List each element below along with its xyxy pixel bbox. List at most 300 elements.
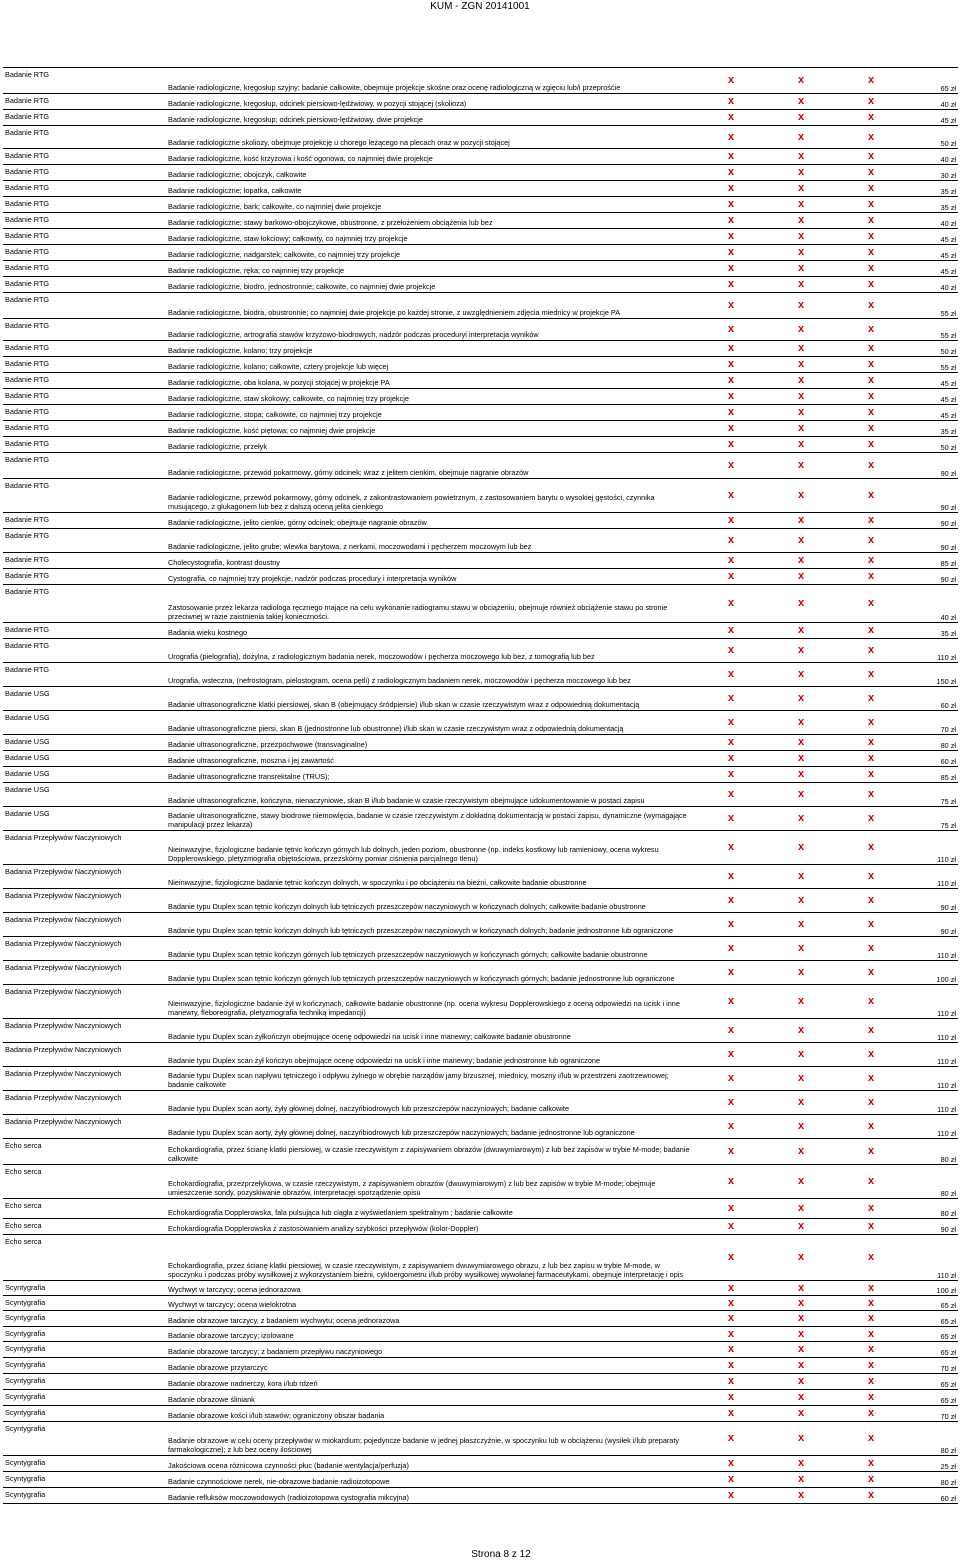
mark-cell	[766, 831, 836, 865]
mark-cell	[696, 277, 766, 293]
mark-cell	[766, 735, 836, 751]
x-mark: x	[867, 736, 875, 749]
x-mark: x	[867, 299, 875, 312]
x-mark: x	[797, 736, 805, 749]
x-mark: x	[867, 1343, 875, 1356]
table-row	[3, 389, 958, 405]
row-category: Badanie RTG	[3, 261, 166, 277]
mark-cell	[696, 1281, 766, 1296]
row-description: Badanie ultrasonograficzne, przezpochwowe (transvaginalne)	[166, 735, 696, 751]
row-category: Scyntygrafia	[3, 1281, 166, 1296]
x-mark: x	[797, 812, 805, 825]
x-mark: x	[797, 1375, 805, 1388]
row-description: Badanie radiologiczne, przewód pokarmowy, górny odcinek; wraz z jelitem cienkim, obejmuje nagranie obrazów	[166, 453, 696, 479]
x-mark: x	[797, 299, 805, 312]
row-price: 75 zł	[906, 807, 958, 831]
row-price: 35 zł	[906, 421, 958, 437]
row-category: Scyntygrafia	[3, 1327, 166, 1342]
row-description: Badanie radiologiczne, kręgosłup szyjny; badanie całkowite, obejmuje projekcje skośne oraz ocenę radiologiczną w zgięciu lub/i przeprośćie	[166, 68, 696, 94]
x-mark: x	[727, 624, 735, 637]
row-price: 110 zł	[906, 865, 958, 889]
mark-cell	[766, 711, 836, 735]
mark-cell	[836, 437, 906, 453]
row-category: Scyntygrafia	[3, 1311, 166, 1327]
mark-cell	[696, 569, 766, 585]
mark-cell	[836, 389, 906, 405]
table-row	[3, 213, 958, 229]
table-row	[3, 1067, 958, 1091]
mark-cell	[836, 479, 906, 513]
row-description: Badanie typu Duplex scan aorty, żyły głównej dolnej, naczyńbiodrowych lub przeszczepów naczyniowych; badanie jednostronne lub ograniczone	[166, 1115, 696, 1139]
table-row	[3, 1374, 958, 1390]
row-description: Badanie radiologiczne, stopa; całkowite, co najmniej trzy projekcje	[166, 405, 696, 421]
mark-cell	[696, 373, 766, 389]
row-price: 40 zł	[906, 213, 958, 229]
mark-cell	[696, 245, 766, 261]
mark-cell	[696, 783, 766, 807]
x-mark: x	[797, 1024, 805, 1037]
row-description: Badanie radiologiczne, bark; całkowite, co najmniej dwie projekcje	[166, 197, 696, 213]
mark-cell	[696, 831, 766, 865]
row-description: Badanie radiologiczne; stawy barkowo-obojczykowe, obustronne, z przełożeniem obciążenia lub bez	[166, 213, 696, 229]
x-mark: x	[867, 1251, 875, 1264]
x-mark: x	[867, 459, 875, 472]
price-table	[3, 67, 958, 1504]
table-row	[3, 68, 958, 94]
mark-cell	[696, 405, 766, 421]
row-category: Badania Przepływów Naczyniowych	[3, 913, 166, 937]
row-category: Badanie RTG	[3, 585, 166, 623]
x-mark: x	[867, 812, 875, 825]
mark-cell	[836, 569, 906, 585]
row-category: Badanie RTG	[3, 110, 166, 126]
row-price: 35 zł	[906, 197, 958, 213]
x-mark: x	[727, 459, 735, 472]
x-mark: x	[867, 554, 875, 567]
x-mark: x	[727, 894, 735, 907]
mark-cell	[836, 865, 906, 889]
mark-cell	[696, 479, 766, 513]
mark-cell	[766, 751, 836, 767]
x-mark: x	[867, 1432, 875, 1445]
row-category: Badanie RTG	[3, 405, 166, 421]
table-row	[3, 94, 958, 110]
mark-cell	[696, 126, 766, 149]
row-price: 55 zł	[906, 357, 958, 373]
row-category: Badania Przepływów Naczyniowych	[3, 1115, 166, 1139]
mark-cell	[696, 389, 766, 405]
x-mark: x	[797, 570, 805, 583]
table-row	[3, 405, 958, 421]
mark-cell	[766, 319, 836, 341]
mark-cell	[836, 319, 906, 341]
table-row	[3, 735, 958, 751]
row-category: Badanie RTG	[3, 245, 166, 261]
row-category: Badania Przepływów Naczyniowych	[3, 1043, 166, 1067]
mark-cell	[766, 197, 836, 213]
mark-cell	[766, 277, 836, 293]
x-mark: x	[727, 1251, 735, 1264]
x-mark: x	[867, 788, 875, 801]
mark-cell	[836, 937, 906, 961]
table-row	[3, 293, 958, 319]
mark-cell	[766, 341, 836, 357]
row-description: Badanie czynnościowe nerek, nie-obrazowe badanie radioizotopowe	[166, 1472, 696, 1488]
table-row	[3, 913, 958, 937]
mark-cell	[836, 1091, 906, 1115]
mark-cell	[766, 1374, 836, 1390]
row-description: Badanie radiologiczne, kość krzyżowa i kość ogonowa, co najmniej dwie projekcje	[166, 149, 696, 165]
x-mark: x	[867, 342, 875, 355]
row-description: Badanie radiologiczne, kość piętowa; co najmniej dwie projekcje	[166, 421, 696, 437]
mark-cell	[696, 1311, 766, 1327]
table-row	[3, 553, 958, 569]
mark-cell	[766, 639, 836, 663]
mark-cell	[766, 1472, 836, 1488]
row-category: Badanie USG	[3, 767, 166, 783]
row-category: Badanie RTG	[3, 373, 166, 389]
mark-cell	[836, 687, 906, 711]
mark-cell	[696, 985, 766, 1019]
mark-cell	[766, 437, 836, 453]
table-row	[3, 1456, 958, 1472]
table-row	[3, 1342, 958, 1358]
x-mark: x	[727, 995, 735, 1008]
row-price: 90 zł	[906, 1219, 958, 1235]
mark-cell	[696, 149, 766, 165]
x-mark: x	[727, 246, 735, 259]
row-category: Badanie RTG	[3, 389, 166, 405]
x-mark: x	[867, 966, 875, 979]
x-mark: x	[797, 262, 805, 275]
mark-cell	[766, 1327, 836, 1342]
row-price: 40 zł	[906, 277, 958, 293]
row-description: Wychwyt w tarczycy; ocena wielokrotna	[166, 1296, 696, 1311]
row-category: Badania Przepływów Naczyniowych	[3, 1019, 166, 1043]
row-category: Badanie RTG	[3, 663, 166, 687]
row-description: Badanie typu Duplex scan tętnic kończyn dolnych lub tętniczych przeszczepów naczyniowych w kończynach dolnych; całkowite badanie obustronne	[166, 889, 696, 913]
mark-cell	[696, 751, 766, 767]
row-category: Badanie RTG	[3, 623, 166, 639]
mark-cell	[766, 807, 836, 831]
mark-cell	[836, 1219, 906, 1235]
x-mark: x	[867, 942, 875, 955]
mark-cell	[696, 421, 766, 437]
table-row	[3, 261, 958, 277]
x-mark: x	[797, 323, 805, 336]
x-mark: x	[867, 768, 875, 781]
mark-cell	[766, 94, 836, 110]
mark-cell	[696, 735, 766, 751]
document-header	[0, 0, 960, 16]
mark-cell	[836, 68, 906, 94]
x-mark: x	[727, 1375, 735, 1388]
x-mark: x	[727, 1281, 735, 1294]
row-description: Badanie radiologiczne, ręka; co najmniej trzy projekcje	[166, 261, 696, 277]
mark-cell	[696, 1091, 766, 1115]
mark-cell	[696, 553, 766, 569]
row-description: Badanie ultrasonograficzne klatki piersiowej, skan B (obejmujący śródpiersie) i/lub skan w czasie rzeczywistym wraz z odpowiednią dokumentacją	[166, 687, 696, 711]
row-price: 40 zł	[906, 149, 958, 165]
x-mark: x	[867, 1281, 875, 1294]
row-category: Badanie RTG	[3, 68, 166, 94]
row-price: 45 zł	[906, 261, 958, 277]
mark-cell	[696, 1342, 766, 1358]
mark-cell	[766, 1296, 836, 1311]
x-mark: x	[867, 1375, 875, 1388]
mark-cell	[766, 453, 836, 479]
mark-cell	[766, 767, 836, 783]
x-mark: x	[727, 438, 735, 451]
x-mark: x	[867, 246, 875, 259]
row-price: 80 zł	[906, 735, 958, 751]
x-mark: x	[867, 406, 875, 419]
mark-cell	[696, 513, 766, 529]
x-mark: x	[867, 95, 875, 108]
mark-cell	[766, 1165, 836, 1199]
mark-cell	[836, 913, 906, 937]
row-price: 150 zł	[906, 663, 958, 687]
x-mark: x	[867, 597, 875, 610]
mark-cell	[696, 229, 766, 245]
row-category: Badanie USG	[3, 751, 166, 767]
row-category: Badania Przepływów Naczyniowych	[3, 961, 166, 985]
row-price: 55 zł	[906, 293, 958, 319]
row-category: Scyntygrafia	[3, 1358, 166, 1374]
row-description: Nieinwazyjne, fizjologiczne badanie żył w kończynach, całkowite badanie obustronne (np. ocena wykresu Dopplerowskiego z oceną odpowiedzi na ucisk i inne manewry, fleboreografia, pletyzmografia techniką impedancji)	[166, 985, 696, 1019]
row-price: 70 zł	[906, 711, 958, 735]
x-mark: x	[727, 299, 735, 312]
mark-cell	[766, 513, 836, 529]
mark-cell	[766, 1390, 836, 1406]
x-mark: x	[727, 1145, 735, 1158]
mark-cell	[836, 1342, 906, 1358]
x-mark: x	[727, 692, 735, 705]
x-mark: x	[797, 246, 805, 259]
mark-cell	[766, 569, 836, 585]
row-category: Badanie RTG	[3, 181, 166, 197]
mark-cell	[766, 293, 836, 319]
row-price: 50 zł	[906, 126, 958, 149]
x-mark: x	[727, 768, 735, 781]
row-category: Badanie RTG	[3, 165, 166, 181]
x-mark: x	[797, 1473, 805, 1486]
table-row	[3, 110, 958, 126]
row-description: Echokardiografia Dopplerowska z zastosowaniem analizy szybkości przepływów (kolor-Doppler)	[166, 1219, 696, 1235]
table-row	[3, 437, 958, 453]
table-row	[3, 1139, 958, 1165]
x-mark: x	[867, 624, 875, 637]
mark-cell	[696, 1327, 766, 1342]
mark-cell	[836, 711, 906, 735]
mark-cell	[836, 783, 906, 807]
x-mark: x	[727, 390, 735, 403]
table-row	[3, 663, 958, 687]
row-price: 45 zł	[906, 110, 958, 126]
x-mark: x	[867, 644, 875, 657]
x-mark: x	[867, 166, 875, 179]
mark-cell	[766, 213, 836, 229]
table-row	[3, 1311, 958, 1327]
x-mark: x	[867, 534, 875, 547]
x-mark: x	[727, 1096, 735, 1109]
mark-cell	[696, 937, 766, 961]
x-mark: x	[727, 489, 735, 502]
row-description: Badanie obrazowe śliniank	[166, 1390, 696, 1406]
x-mark: x	[797, 1327, 805, 1340]
x-mark: x	[797, 111, 805, 124]
x-mark: x	[797, 358, 805, 371]
x-mark: x	[867, 570, 875, 583]
row-description: Badanie typu Duplex scan tętnic kończyn dolnych lub tętniczych przeszczepów naczyniowych w kończynach dolnych; badanie jednostronne lub ograniczone	[166, 913, 696, 937]
x-mark: x	[797, 198, 805, 211]
row-description: Badanie ultrasonograficzne piersi, skan B (jednostronne lub obustronne) i/lub skan w czasie rzeczywistym wraz z odpowiednią dokumentacją	[166, 711, 696, 735]
row-description: Cystografia, co najmniej trzy projekcje, nadzór podczas procedury i interpretacja wyników	[166, 569, 696, 585]
row-price: 100 zł	[906, 961, 958, 985]
x-mark: x	[867, 358, 875, 371]
mark-cell	[766, 865, 836, 889]
x-mark: x	[727, 182, 735, 195]
row-price: 90 zł	[906, 889, 958, 913]
x-mark: x	[727, 1175, 735, 1188]
x-mark: x	[867, 214, 875, 227]
mark-cell	[836, 553, 906, 569]
mark-cell	[766, 1235, 836, 1281]
mark-cell	[836, 1311, 906, 1327]
row-price: 70 zł	[906, 1406, 958, 1422]
x-mark: x	[797, 390, 805, 403]
x-mark: x	[867, 262, 875, 275]
mark-cell	[696, 1235, 766, 1281]
x-mark: x	[867, 918, 875, 931]
row-price: 55 zł	[906, 319, 958, 341]
table-row	[3, 357, 958, 373]
row-category: Badanie RTG	[3, 126, 166, 149]
row-price: 110 zł	[906, 831, 958, 865]
table-row	[3, 1019, 958, 1043]
mark-cell	[766, 937, 836, 961]
mark-cell	[696, 1019, 766, 1043]
row-category: Badanie USG	[3, 711, 166, 735]
x-mark: x	[727, 870, 735, 883]
table-row	[3, 1296, 958, 1311]
mark-cell	[766, 181, 836, 197]
row-category: Badanie USG	[3, 783, 166, 807]
mark-cell	[696, 1358, 766, 1374]
row-price: 110 zł	[906, 1091, 958, 1115]
x-mark: x	[797, 438, 805, 451]
mark-cell	[766, 126, 836, 149]
row-category: Echo serca	[3, 1219, 166, 1235]
row-description: Badanie ultrasonograficzne transrektalne (TRUS);	[166, 767, 696, 783]
x-mark: x	[727, 278, 735, 291]
row-category: Scyntygrafia	[3, 1390, 166, 1406]
row-description: Badanie typu Duplex scan tętnic kończyn górnych lub tętniczych przeszczepów naczyniowych w kończynach górnych; całkowite badanie obustronne	[166, 937, 696, 961]
x-mark: x	[727, 1296, 735, 1309]
row-category: Echo serca	[3, 1165, 166, 1199]
row-category: Badanie RTG	[3, 213, 166, 229]
row-description: Echokardiografia, przez ścianę klatki piersiowej, w czasie rzeczywistym, z zapisywaniem dwuwymiarowego obrazu, z lub bez zapisu w trybie M-mode, w spoczynku i podczas próby wysiłkowej z wykorzystaniem bieżni, cykloergometru i/lub próby wysiłkowej wywołanej farmaceutykami, obejmuje interpretację i opis	[166, 1235, 696, 1281]
x-mark: x	[727, 166, 735, 179]
row-description: Badanie obrazowe tarczycy, z badaniem wychwytu; ocena jednorazowa	[166, 1311, 696, 1327]
mark-cell	[836, 1043, 906, 1067]
x-mark: x	[867, 1296, 875, 1309]
row-description: Badanie radiologiczne, przełyk	[166, 437, 696, 453]
row-price: 25 zł	[906, 1456, 958, 1472]
mark-cell	[766, 1091, 836, 1115]
row-price: 90 zł	[906, 913, 958, 937]
x-mark: x	[797, 1096, 805, 1109]
x-mark: x	[867, 1145, 875, 1158]
mark-cell	[766, 1281, 836, 1296]
x-mark: x	[867, 1024, 875, 1037]
row-price: 80 zł	[906, 1472, 958, 1488]
mark-cell	[836, 453, 906, 479]
table-row	[3, 1281, 958, 1296]
row-price: 65 zł	[906, 1311, 958, 1327]
document-footer	[0, 1549, 960, 1560]
x-mark: x	[867, 390, 875, 403]
mark-cell	[836, 1358, 906, 1374]
row-description: Badanie radiologiczne, staw skokowy; całkowite, co najmniej trzy projekcje	[166, 389, 696, 405]
mark-cell	[696, 961, 766, 985]
mark-cell	[696, 663, 766, 687]
x-mark: x	[797, 1251, 805, 1264]
row-description: Badanie obrazowe nadnerczy, kora i/lub rdzeń	[166, 1374, 696, 1390]
mark-cell	[696, 94, 766, 110]
x-mark: x	[727, 95, 735, 108]
x-mark: x	[727, 1473, 735, 1486]
row-description: Badanie typu Duplex scan żył kończyn obejmujące ocenę odpowiedzi na ucisk i inne manewry; badanie jednostronne lub ograniczone	[166, 1043, 696, 1067]
x-mark: x	[727, 841, 735, 854]
price-table-body	[3, 68, 958, 1504]
row-category: Badania Przepływów Naczyniowych	[3, 1091, 166, 1115]
row-price: 90 zł	[906, 513, 958, 529]
x-mark: x	[867, 111, 875, 124]
mark-cell	[836, 229, 906, 245]
x-mark: x	[727, 342, 735, 355]
x-mark: x	[867, 1327, 875, 1340]
mark-cell	[696, 1374, 766, 1390]
mark-cell	[766, 149, 836, 165]
row-description: Badanie typu Duplex scan tętnic kończyn górnych lub tętniczych przeszczepów naczyniowych w kończynach górnych; badanie jednostronne lub ograniczone	[166, 961, 696, 985]
x-mark: x	[797, 1048, 805, 1061]
mark-cell	[766, 1311, 836, 1327]
x-mark: x	[797, 1145, 805, 1158]
x-mark: x	[797, 1391, 805, 1404]
x-mark: x	[727, 358, 735, 371]
mark-cell	[766, 68, 836, 94]
mark-cell	[696, 341, 766, 357]
mark-cell	[696, 1219, 766, 1235]
x-mark: x	[797, 230, 805, 243]
mark-cell	[836, 165, 906, 181]
x-mark: x	[727, 422, 735, 435]
x-mark: x	[797, 95, 805, 108]
x-mark: x	[727, 716, 735, 729]
mark-cell	[696, 197, 766, 213]
row-description: Badanie obrazowe w celu oceny przepływów w miokardium; pojedyncze badanie w jednej płaszczyźnie, w spoczynku lub w obciążeniu (wysiłek i/lub preparaty farmakologiczne); z lub bez oceny ilościowej	[166, 1422, 696, 1456]
mark-cell	[836, 213, 906, 229]
x-mark: x	[797, 74, 805, 87]
x-mark: x	[727, 644, 735, 657]
mark-cell	[696, 1488, 766, 1504]
row-category: Badania Przepływów Naczyniowych	[3, 1067, 166, 1091]
row-category: Echo serca	[3, 1199, 166, 1219]
mark-cell	[696, 453, 766, 479]
row-category: Badanie RTG	[3, 513, 166, 529]
x-mark: x	[797, 597, 805, 610]
